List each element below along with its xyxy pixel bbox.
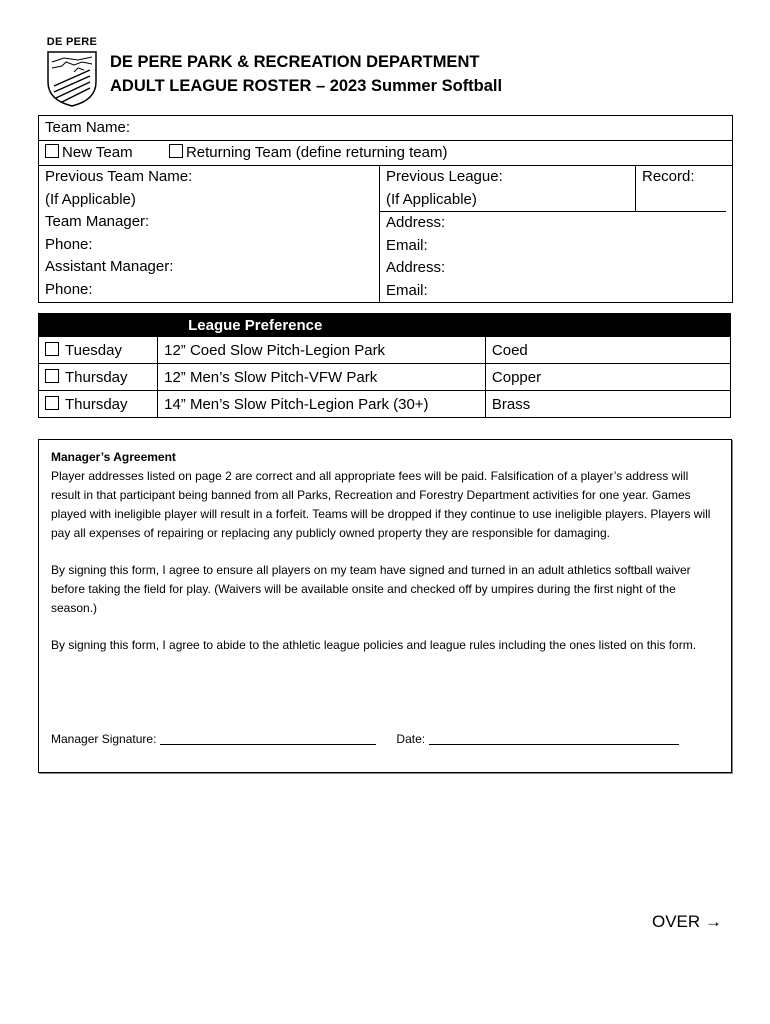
logo-text: DE PERE [46, 36, 98, 48]
previous-league-field[interactable]: Previous League: [386, 168, 503, 185]
table-row [39, 337, 731, 364]
league-day: Thursday [65, 395, 128, 413]
if-applicable-note: (If Applicable) [45, 190, 136, 208]
returning-team-checkbox[interactable] [169, 144, 183, 158]
league-division: Coed [485, 337, 730, 364]
new-team-label: New Team [62, 144, 133, 161]
manager-phone-field[interactable]: Phone: [45, 235, 93, 253]
department-title: DE PERE PARK & RECREATION DEPARTMENT [110, 53, 480, 71]
new-team-checkbox[interactable] [45, 144, 59, 158]
if-applicable-note: (If Applicable) [386, 190, 477, 208]
team-info-table [38, 115, 733, 303]
team-type-row [39, 141, 453, 165]
manager-signature-line[interactable] [160, 730, 376, 745]
over-indicator: OVER → [652, 912, 722, 931]
league-preference-table [38, 313, 731, 418]
record-field[interactable]: Record: [642, 168, 695, 185]
agreement-paragraph-3: By signing this form, I agree to abide to the athletic league policies and league rules including the ones listed on this form. [51, 638, 697, 652]
league-division: Copper [485, 364, 730, 391]
agreement-paragraph-2: By signing this form, I agree to ensure all players on my team have signed and turned in an adult athletics softball waiver before taking the field for play. (Waivers will be available onsite and checked off by umpires during the first night of the season.) [51, 563, 691, 615]
signature-row [51, 730, 679, 749]
date-line[interactable] [429, 730, 679, 745]
agreement-title: Manager’s Agreement [51, 450, 176, 464]
returning-team-label: Returning Team (define returning team) [185, 144, 448, 161]
date-label: Date: [396, 732, 426, 746]
tuesday-checkbox[interactable] [45, 342, 59, 356]
assistant-phone-field[interactable]: Phone: [45, 280, 93, 298]
league-name: 14” Men’s Slow Pitch-Legion Park (30+) [158, 391, 486, 418]
thursday-brass-checkbox[interactable] [45, 396, 59, 410]
assistant-email-field[interactable]: Email: [386, 281, 428, 299]
previous-team-name-field[interactable]: Previous Team Name: [45, 168, 193, 185]
league-division: Brass [485, 391, 730, 418]
manager-address-field[interactable]: Address: [386, 214, 446, 231]
team-name-field[interactable]: Team Name: [45, 119, 131, 136]
league-day: Tuesday [65, 341, 122, 359]
league-preference-header: League Preference [158, 314, 486, 337]
manager-email-field[interactable]: Email: [386, 236, 428, 254]
manager-signature-label: Manager Signature: [51, 732, 157, 746]
league-day: Thursday [65, 368, 128, 386]
page-title [110, 50, 502, 98]
city-emblem-icon [44, 48, 100, 108]
table-row [39, 391, 731, 418]
roster-title: ADULT LEAGUE ROSTER – 2023 Summer Softball [110, 77, 503, 95]
agreement-paragraph-1: Player addresses listed on page 2 are correct and all appropriate fees will be paid. Falsification of a player’s address will result in that participant being banned from all Parks, Recreation and Forestry Department activities for one year. Games played with ineligible player will result in a forfeit. Teams will be dropped if they continue to use ineligible players. Players will pay all expenses of repairing or replacing any publicly owned property they are responsible for damaging. [51, 469, 711, 540]
managers-agreement [38, 439, 732, 773]
logo [44, 36, 100, 108]
assistant-address-field[interactable]: Address: [386, 259, 446, 276]
thursday-copper-checkbox[interactable] [45, 369, 59, 383]
assistant-manager-field[interactable]: Assistant Manager: [45, 258, 174, 275]
table-row [39, 364, 731, 391]
league-name: 12” Men’s Slow Pitch-VFW Park [158, 364, 486, 391]
team-manager-field[interactable]: Team Manager: [45, 213, 150, 230]
league-name: 12” Coed Slow Pitch-Legion Park [158, 337, 486, 364]
